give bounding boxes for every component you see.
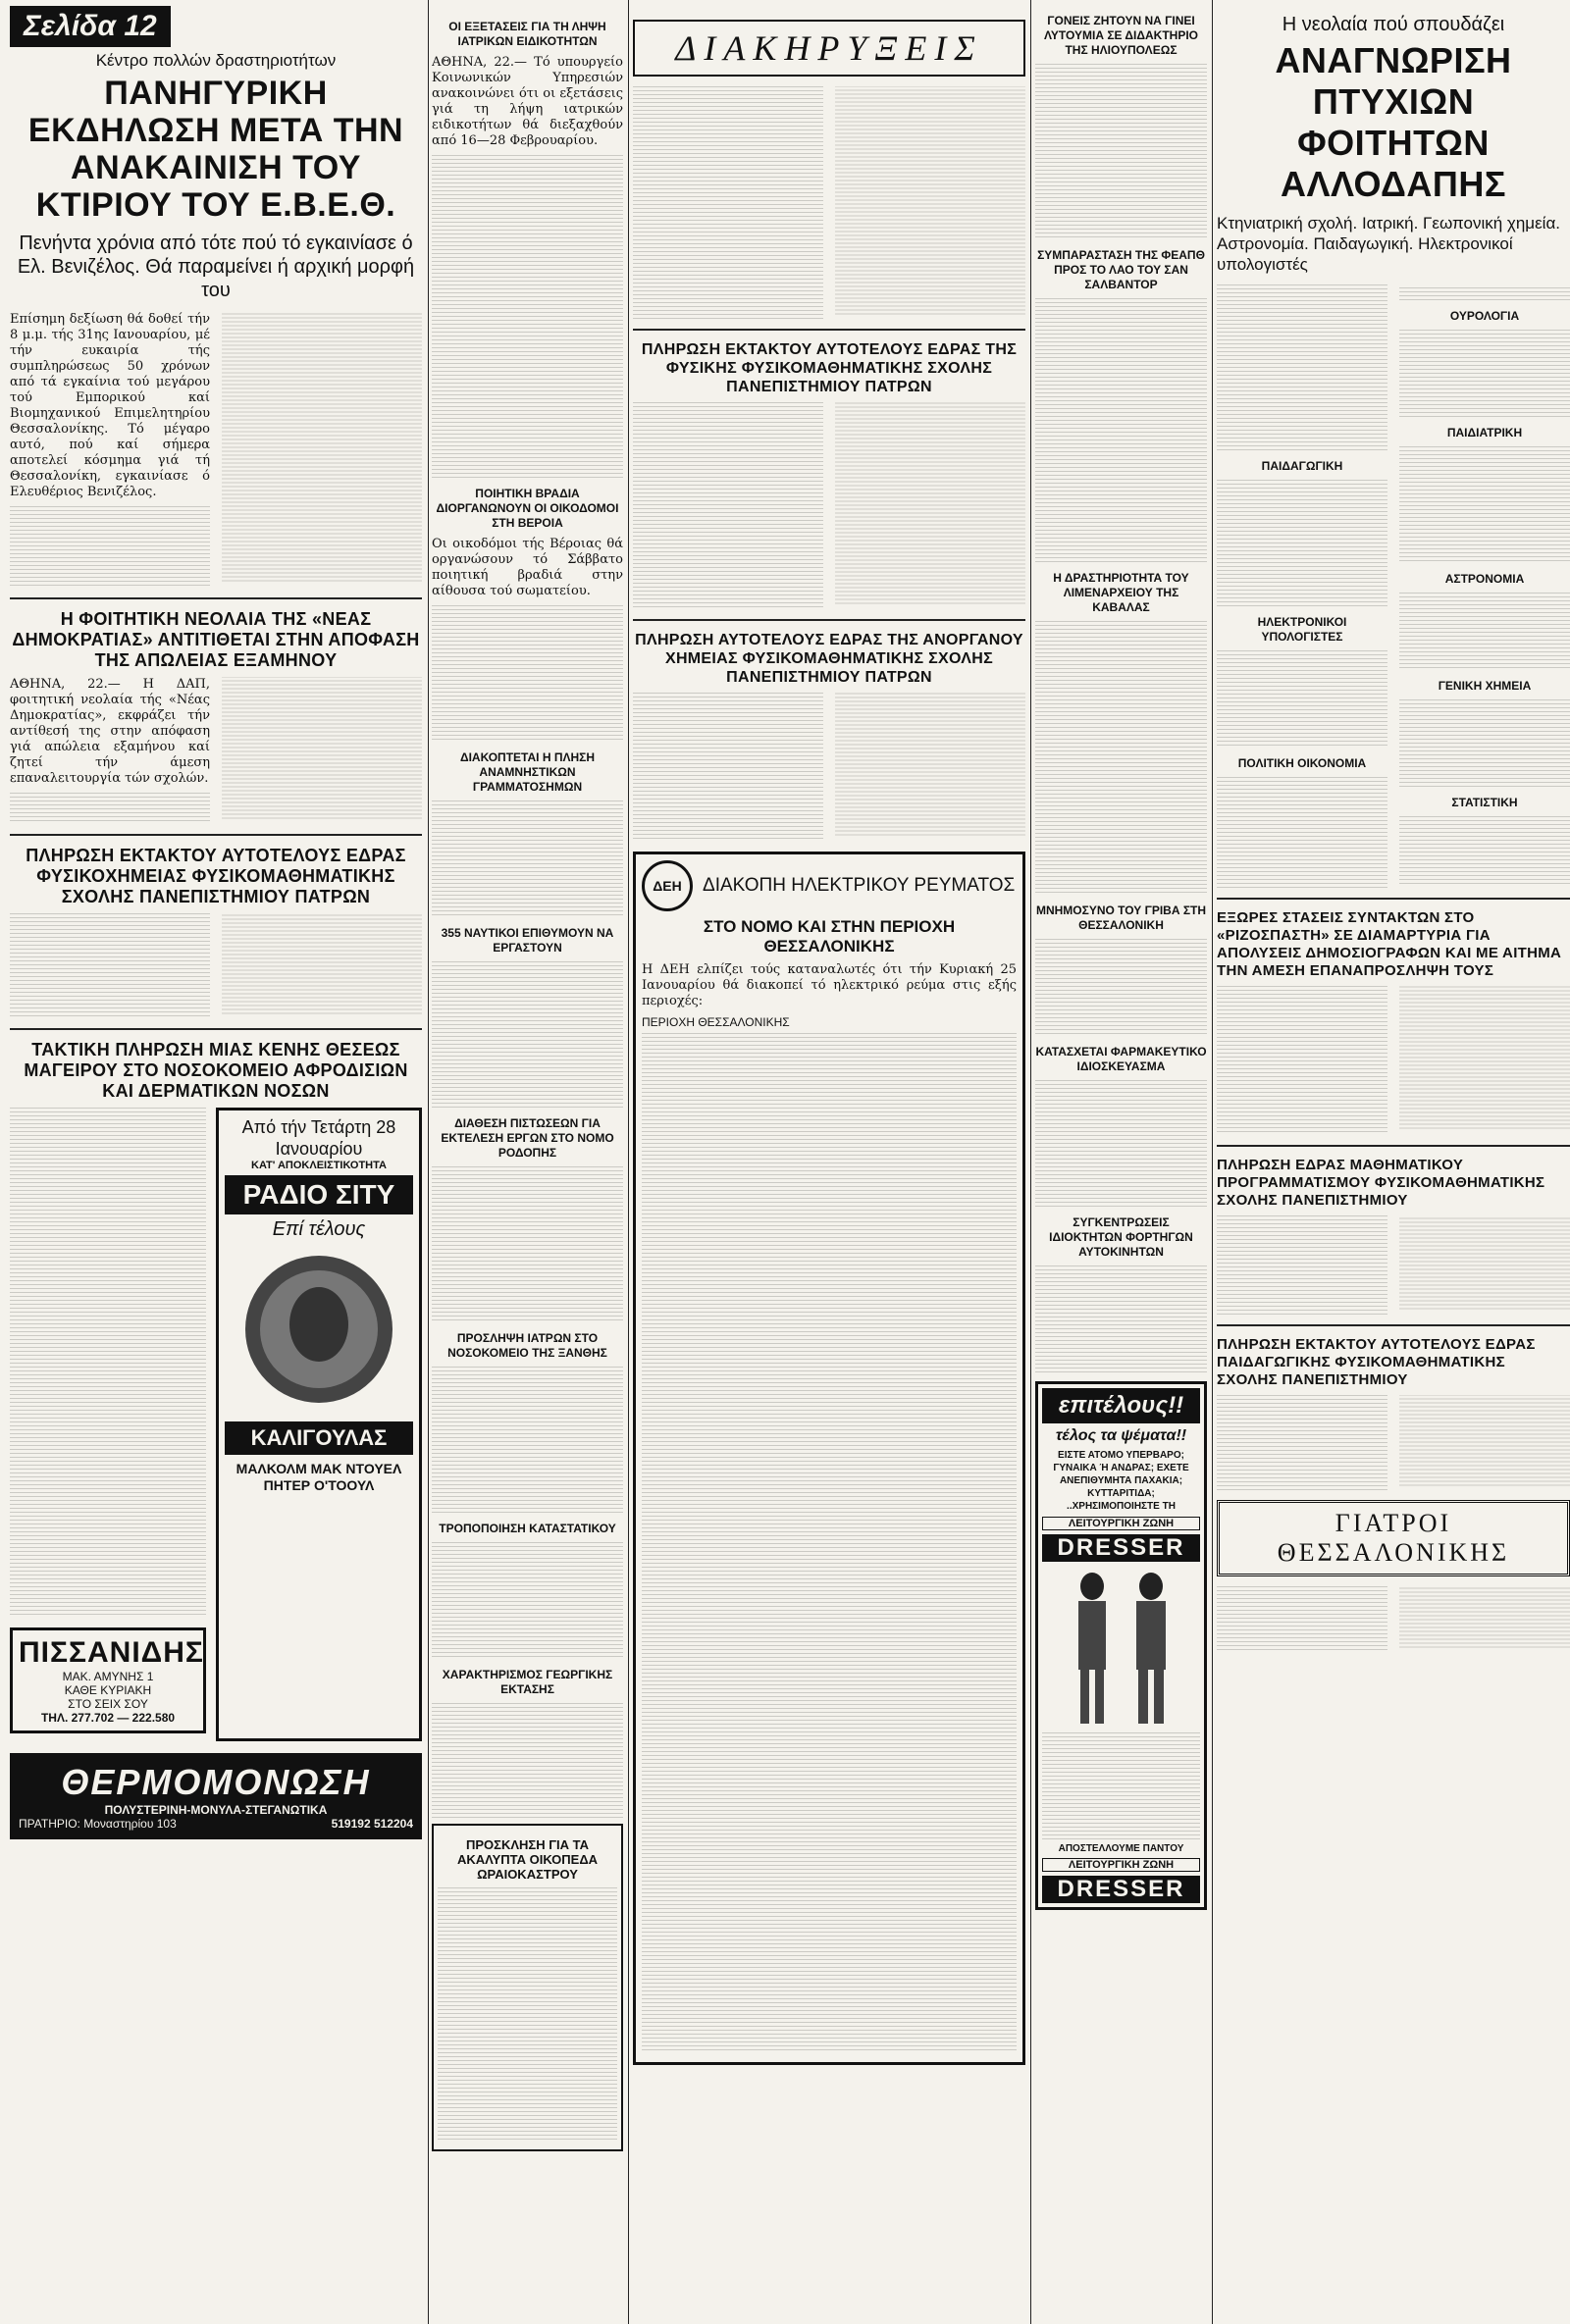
section-subhead: ΟΥΡΟΛΟΓΙΑ [1449,309,1520,323]
column-2 [432,0,623,2324]
divider [1217,898,1570,900]
section-headline: ΕΞΩΡΕΣ ΣΤΑΣΕΙΣ ΣΥΝΤΑΚΤΩΝ ΣΤΟ «ΡΙΖΟΣΠΑΣΤΗ» ΣΕ ΔΙΑΜΑΡΤΥΡΙΑ ΓΙΑ ΑΠΟΛΥΣΕΙΣ ΔΗΜΟΣΙΟΓΡΑΦΩΝ ΚΑΙ ΜΕ ΑΙΤΗΜΑ ΤΗΝ ΑΜΕΣΗ ΕΠΑΝΑΠΡΟΣΛΗΨΗ ΤΟΥΣ [1217,909,1562,979]
text-filler [1399,446,1570,564]
divider [633,619,1025,621]
cinema-name: ΡΑΔΙΟ ΣΙΤΥ [225,1175,413,1214]
text-filler [1399,330,1570,418]
deh-notice [633,852,1025,2065]
article-paragraph: Οι οικοδόμοι τής Βέροιας θά οργανώσουν τό Σάββατο ποιητική βραδιά στην αίθουσα τού σωματείου. [432,537,623,598]
text-filler [1035,1080,1207,1208]
section-headline: Η ΔΡΑΣΤΗΡΙΟΤΗΤΑ ΤΟΥ ΛΙΜΕΝΑΡΧΕΙΟΥ ΤΗΣ ΚΑΒΑΛΑΣ [1053,571,1189,614]
article-body [1217,1215,1570,1316]
text-filler [1035,939,1207,1037]
column-3 [633,0,1025,2324]
ad-radio-city [216,1108,422,1741]
section-subhead: ΗΛΕΚΤΡΟΝΙΚΟΙ ΥΠΟΛΟΓΙΣΤΕΣ [1257,615,1347,644]
article-body [1217,284,1570,888]
notice-paragraph: Η ΔΕΗ ελπίζει τούς καταναλωτές ότι τήν Κυριακή 25 Ιανουαρίου θά διακοπεί τό ηλεκτρικό ρεύμα στις εξής περιοχές: [642,961,1017,1008]
section-headline: ΔΙΑΘΕΣΗ ΠΙΣΤΩΣΕΩΝ ΓΙΑ ΕΚΤΕΛΕΣΗ ΕΡΓΩΝ ΣΤΟ ΝΟΜΟ ΡΟΔΟΠΗΣ [441,1116,614,1160]
ad-brand: DRESSER [1042,1876,1200,1903]
section-subhead: ΑΣΤΡΟΝΟΜΙΑ [1444,572,1525,586]
notices-body [633,86,1025,319]
section-headline: ΠΛΗΡΩΣΗ ΕΔΡΑΣ ΜΑΘΗΜΑΤΙΚΟΥ ΠΡΟΓΡΑΜΜΑΤΙΣΜΟΥ ΦΥΣΙΚΟΜΑΘΗΜΑΤΙΚΗΣ ΣΧΟΛΗΣ ΠΑΝΕΠΙΣΤΗΜΙΟΥ [1217,1156,1545,1209]
column-rule [1030,0,1031,2324]
column-5 [1217,0,1570,2324]
kicker: Η νεολαία πού σπουδάζει [1282,14,1505,35]
text-filler [1217,284,1387,451]
section-subhead: ΠΑΙΔΙΑΤΡΙΚΗ [1446,426,1523,439]
ad-product: ΛΕΙΤΟΥΡΓΙΚΗ ΖΩΝΗ [1042,1517,1200,1530]
section-headline: ΠΡΟΣΛΗΨΗ ΙΑΤΡΩΝ ΣΤΟ ΝΟΣΟΚΟΜΕΙΟ ΤΗΣ ΞΑΝΘΗΣ [447,1331,607,1360]
article-body [10,913,422,1018]
declarations-banner [633,20,1025,77]
column-4 [1035,0,1207,2324]
section-headline: ΔΙΑΚΟΠΤΕΤΑΙ Η ΠΛΗΣΗ ΑΝΑΜΝΗΣΤΙΚΩΝ ΓΡΑΜΜΑΤΟΣΗΜΩΝ [459,750,596,794]
ad-headline: επιτέλους!! [1042,1388,1200,1423]
column-1 [10,0,422,2324]
article-body [10,312,422,588]
text-filler [633,693,1025,842]
section-subhead: ΓΕΝΙΚΗ ΧΗΜΕΙΑ [1438,679,1532,693]
section-headline: ΧΑΡΑΚΤΗΡΙΣΜΟΣ ΓΕΩΡΓΙΚΗΣ ΕΚΤΑΣΗΣ [442,1668,613,1696]
ad-dresser [1035,1381,1207,1910]
article-body [1217,986,1570,1135]
headline: ΠΑΝΗΓΥΡΙΚΗ ΕΚΔΗΛΩΣΗ ΜΕΤΑ ΤΗΝ ΑΝΑΚΑΙΝΙΣΗ ΤΟΥ ΚΤΙΡΙΟΥ ΤΟΥ Ε.Β.Ε.Θ. [27,75,404,224]
text-filler [1399,593,1570,671]
section-headline: ΣΥΜΠΑΡΑΣΤΑΣΗ ΤΗΣ ΦΕΑΠΘ ΠΡΟΣ ΤΟ ΛΑΟ ΤΟΥ ΣΑΝ ΣΑΛΒΑΝΤΟΡ [1037,248,1205,291]
column-rule [1212,0,1213,2324]
kicker: Κέντρο πολλών δραστηριοτήτων [95,51,337,70]
divider [633,329,1025,331]
ad-product: ΛΕΙΤΟΥΡΓΙΚΗ ΖΩΝΗ [1042,1858,1200,1872]
ad-line: ΚΑΘΕ ΚΥΡΙΑΚΗ [64,1682,152,1697]
section-headline: ΜΝΗΜΟΣΥΝΟ ΤΟΥ ΓΡΙΒΑ ΣΤΗ ΘΕΣΣΑΛΟΝΙΚΗ [1035,904,1207,932]
section-subhead: ΣΤΑΤΙΣΤΙΚΗ [1451,796,1518,809]
text-filler [633,86,1025,319]
notice-box [432,1824,623,2151]
coin-illustration [236,1241,402,1418]
ad-copy: ΕΙΣΤΕ ΑΤΟΜΟ ΥΠΕΡΒΑΡΟ; ΓΥΝΑΙΚΑ Ή ΑΝΔΡΑΣ; ΕΧΕΤΕ ΑΝΕΠΙΘΥΜΗΤΑ ΠΑΧΑΚΙΑ; ΚΥΤΤΑΡΙΤΙΔΑ; ..ΧΡΗΣΙΜΟΠΟΙΗΣΤΕ ΤΗ [1053,1450,1189,1512]
notice-title: ΔΙΑΚΟΠΗ ΗΛΕΚΤΡΙΚΟΥ ΡΕΥΜΑΤΟΣ [703,874,1016,896]
ad-brand: DRESSER [1042,1534,1200,1562]
subhead: Πενήντα χρόνια από τότε πού τό εγκαινίασε ό Ελ. Βενιζέλος. Θά παραμείνει ή αρχική μορφή του [17,232,415,301]
text-filler [1042,1732,1200,1840]
section-headline: ΠΛΗΡΩΣΗ ΕΚΤΑΚΤΟΥ ΑΥΤΟΤΕΛΟΥΣ ΕΔΡΑΣ ΦΥΣΙΚΟΧΗΜΕΙΑΣ ΦΥΣΙΚΟΜΑΘΗΜΑΤΙΚΗΣ ΣΧΟΛΗΣ ΠΑΝΕΠΙΣΤΗΜΙΟΥ ΠΑΤΡΩΝ [26,846,406,906]
article-paragraph: ΑΘΗΝΑ, 22.— Τό υπουργείο Κοινωνικών Υπηρεσιών ανακοινώνει ότι οι εξετάσεις γιά τη λήψη ιατρικών ειδικοτήτων θά διεξαχθούν από 16—28 Φεβρουαρίου. [432,55,623,148]
text-filler [432,961,623,1109]
text-filler [1217,986,1570,1135]
text-filler [1035,298,1207,563]
article-body [1217,1395,1570,1490]
section-headline: ΓΟΝΕΙΣ ΖΗΤΟΥΝ ΝΑ ΓΙΝΕΙ ΛΥΤΟΥΜΙΑ ΣΕ ΔΙΔΑΚΤΗΡΙΟ ΤΗΣ ΗΛΙΟΥΠΟΛΕΩΣ [1043,14,1199,57]
text-filler [1035,621,1207,896]
text-filler [1217,1215,1570,1316]
section-subhead: ΠΑΙΔΑΓΩΓΙΚΗ [1261,459,1343,473]
section-headline: 355 ΝΑΥΤΙΚΟΙ ΕΠΙΘΥΜΟΥΝ ΝΑ ΕΡΓΑΣΤΟΥΝ [441,926,614,955]
article-paragraph: Επίσημη δεξίωση θά δοθεί τήν 8 μ.μ. τής 31ης Ιανουαρίου, μέ τήν ευκαιρία τής συμπληρώσεως 50 χρόνων από τά εγκαίνια τού μεγάρου τού Εμπορικού καί Βιομηχανικού Επιμελητηρίου Θεσσαλονίκης. Τό μέγαρο αυτό, πού καί σήμερα αποτελεί κόσμημα γιά τή Θεσσαλονίκη, εγκαινίασε ό Ελευθέριος Βενιζέλος. [10,312,210,499]
text-filler [432,155,623,479]
text-filler [1399,816,1570,885]
text-filler [10,913,422,1018]
ad-brand: ΠΙΣΣΑΝΙΔΗΣ [19,1635,204,1669]
column-rule [628,0,629,2324]
film-cast: ΜΑΛΚΟΛΜ ΜΑΚ ΝΤΟΥΕΛ ΠΗΤΕΡ Ο'ΤΟΟΥΛ [236,1460,402,1493]
section-headline: ΤΑΚΤΙΚΗ ΠΛΗΡΩΣΗ ΜΙΑΣ ΚΕΝΗΣ ΘΕΣΕΩΣ ΜΑΓΕΙΡΟΥ ΣΤΟ ΝΟΣΟΚΟΜΕΙΟ ΑΦΡΟΔΙΣΙΩΝ ΚΑΙ ΔΕΡΜΑΤΙΚΩΝ ΝΟΣΩΝ [24,1039,408,1101]
headline: ΑΝΑΓΝΩΡΙΣΗ ΠΤΥΧΙΩΝ ΦΟΙΤΗΤΩΝ ΑΛΛΟΔΑΠΗΣ [1275,40,1512,204]
text-filler [1035,64,1207,240]
section-headline: ΟΙ ΕΞΕΤΑΣΕΙΣ ΓΙΑ ΤΗ ΛΗΨΗ ΙΑΤΡΙΚΩΝ ΕΙΔΙΚΟΤΗΤΩΝ [448,20,606,48]
divider [1217,1324,1570,1326]
text-filler [1217,1395,1570,1490]
section-headline: ΣΥΓΚΕΝΤΡΩΣΕΙΣ ΙΔΙΟΚΤΗΤΩΝ ΦΟΡΤΗΓΩΝ ΑΥΤΟΚΙΝΗΤΩΝ [1049,1215,1193,1259]
section-headline: ΚΑΤΑΣΧΕΤΑΙ ΦΑΡΜΑΚΕΥΤΙΚΟ ΙΔΙΟΣΚΕΥΑΣΜΑ [1035,1045,1207,1073]
divider [10,834,422,836]
ad-tagline: τέλος τα ψέματα!! [1055,1427,1187,1444]
banner-title: ΓΙΑΤΡΟΙ ΘΕΣΣΑΛΟΝΙΚΗΣ [1277,1508,1510,1567]
ad-exclusive: ΚΑΤ' ΑΠΟΚΛΕΙΣΤΙΚΟΤΗΤΑ [251,1159,387,1171]
figures-illustration [1043,1562,1200,1729]
text-filler [1217,650,1387,749]
film-title: ΚΑΛΙΓΟΥΛΑΣ [225,1421,413,1455]
ad-phone: 519192 512204 [331,1816,413,1831]
notices-body [633,402,1025,610]
text-filler [438,1887,617,2143]
ad-date: Από τήν Τετάρτη 28 Ιανουαρίου [241,1116,396,1159]
notice-area: ΠΕΡΙΟΧΗ ΘΕΣΣΑΛΟΝΙΚΗΣ [642,1014,790,1029]
section-headline: ΠΛΗΡΩΣΗ ΕΚΤΑΚΤΟΥ ΑΥΤΟΤΕΛΟΥΣ ΕΔΡΑΣ ΤΗΣ ΦΥΣΙΚΗΣ ΦΥΣΙΚΟΜΑΘΗΜΑΤΙΚΗΣ ΣΧΟΛΗΣ ΠΑΝΕΠΙΣΤΗΜΙΟΥ ΠΑΤΡΩΝ [641,340,1018,395]
text-filler [432,1703,623,1821]
section-headline: ΤΡΟΠΟΠΟΙΗΣΗ ΚΑΤΑΣΤΑΤΙΚΟΥ [439,1522,616,1535]
ad-address: ΜΑΚ. ΑΜΥΝΗΣ 1 [62,1669,154,1683]
banner-title: ΔΙΑΚΗΡΥΞΕΙΣ [675,28,983,68]
section-headline: Η ΦΟΙΤΗΤΙΚΗ ΝΕΟΛΑΙΑ ΤΗΣ «ΝΕΑΣ ΔΗΜΟΚΡΑΤΙΑΣ» ΑΝΤΙΤΙΘΕΤΑΙ ΣΤΗΝ ΑΠΟΦΑΣΗ ΤΗΣ ΑΠΩΛΕΙΑΣ ΕΞΑΜΗΝΟΥ [12,608,420,670]
ad-address: ΠΡΑΤΗΡΙΟ: Μοναστηρίου 103 [19,1816,177,1831]
divider [10,1028,422,1030]
notice-subtitle: ΣΤΟ ΝΟΜΟ ΚΑΙ ΣΤΗΝ ΠΕΡΙΟΧΗ ΘΕΣΣΑΛΟΝΙΚΗΣ [703,916,956,955]
text-filler [1217,1586,1570,1652]
notices-body [633,693,1025,842]
section-headline: ΠΛΗΡΩΣΗ ΑΥΤΟΤΕΛΟΥΣ ΕΔΡΑΣ ΤΗΣ ΑΝΟΡΓΑΝΟΥ ΧΗΜΕΙΑΣ ΦΥΣΙΚΟΜΑΘΗΜΑΤΙΚΗΣ ΣΧΟΛΗΣ ΠΑΝΕΠΙΣΤΗΜΙΟΥ ΠΑΤΡΩΝ [635,632,1023,686]
divider [1217,1145,1570,1147]
deh-logo: ΔΕΗ [642,860,693,911]
article-body [10,677,422,825]
text-filler [432,1166,623,1323]
subhead: Κτηνιατρική σχολή. Ιατρική. Γεωπονική χημεία. Αστρονομία. Παιδαγωγική. Ηλεκτρονικοί υπολογιστές [1217,214,1561,274]
column-rule [428,0,429,2324]
text-filler [432,605,623,743]
text-filler [1399,699,1570,788]
doctors-listing [1217,1586,1570,1652]
divider [10,597,422,599]
ad-tagline: Επί τέλους [272,1217,366,1240]
ad-products: ΠΟΛΥΣΤΕΡΙΝΗ-ΜΟΝΥΛΑ-ΣΤΕΓΑΝΩΤΙΚΑ [104,1802,328,1817]
text-filler [1035,1265,1207,1373]
ad-phone: ΤΗΛ. 277.702 — 222.580 [40,1710,176,1725]
section-subhead: ΠΟΛΙΤΙΚΗ ΟΙΚΟΝΟΜΙΑ [1237,756,1367,770]
section-headline: ΠΛΗΡΩΣΗ ΕΚΤΑΚΤΟΥ ΑΥΤΟΤΕΛΟΥΣ ΕΔΡΑΣ ΠΑΙΔΑΓΩΓΙΚΗΣ ΦΥΣΙΚΟΜΑΘΗΜΑΤΙΚΗΣ ΣΧΟΛΗΣ ΠΑΝΕΠΙΣΤΗΜΙΟΥ [1217,1336,1536,1388]
article-paragraph: ΑΘΗΝΑ, 22.— Η ΔΑΠ, φοιτητική νεολαία τής «Νέας Δημοκρατίας», εκφράζει τήν αντίθεσή της στην απόφαση γιά απώλεια εξαμήνου καί ζητεί τήν άμεση επαναλειτουργία τών σχολών. [10,676,210,786]
section-headline: ΠΟΙΗΤΙΚΗ ΒΡΑΔΙΑ ΔΙΟΡΓΑΝΩΝΟΥΝ ΟΙ ΟΙΚΟΔΟΜΟΙ ΣΤΗ ΒΕΡΟΙΑ [436,487,619,530]
doctors-banner [1217,1500,1570,1576]
ad-thermomonosi [10,1753,422,1839]
text-filler [432,1542,623,1660]
page-number-tab: Σελίδα 12 [10,6,171,47]
ad-pissanidis [10,1627,206,1733]
text-filler [1217,480,1387,607]
text-filler [633,402,1025,610]
text-filler [432,1367,623,1514]
text-filler [432,800,623,918]
ad-brand: ΘΕΡΜΟΜΟΝΩΣΗ [61,1761,371,1802]
text-filler [642,1033,1017,2053]
ad-line: ΣΤΟ ΣΕΙΧ ΣΟΥ [68,1696,148,1711]
text-filler [10,1108,206,1618]
section-headline: ΠΡΟΣΚΛΗΣΗ ΓΙΑ ΤΑ ΑΚΑΛΥΠΤΑ ΟΙΚΟΠΕΔΑ ΩΡΑΙΟΚΑΣΤΡΟΥ [456,1837,599,1882]
ad-shipping: ΑΠΟΣΤΕΛΛΟΥΜΕ ΠΑΝΤΟΥ [1058,1843,1184,1854]
